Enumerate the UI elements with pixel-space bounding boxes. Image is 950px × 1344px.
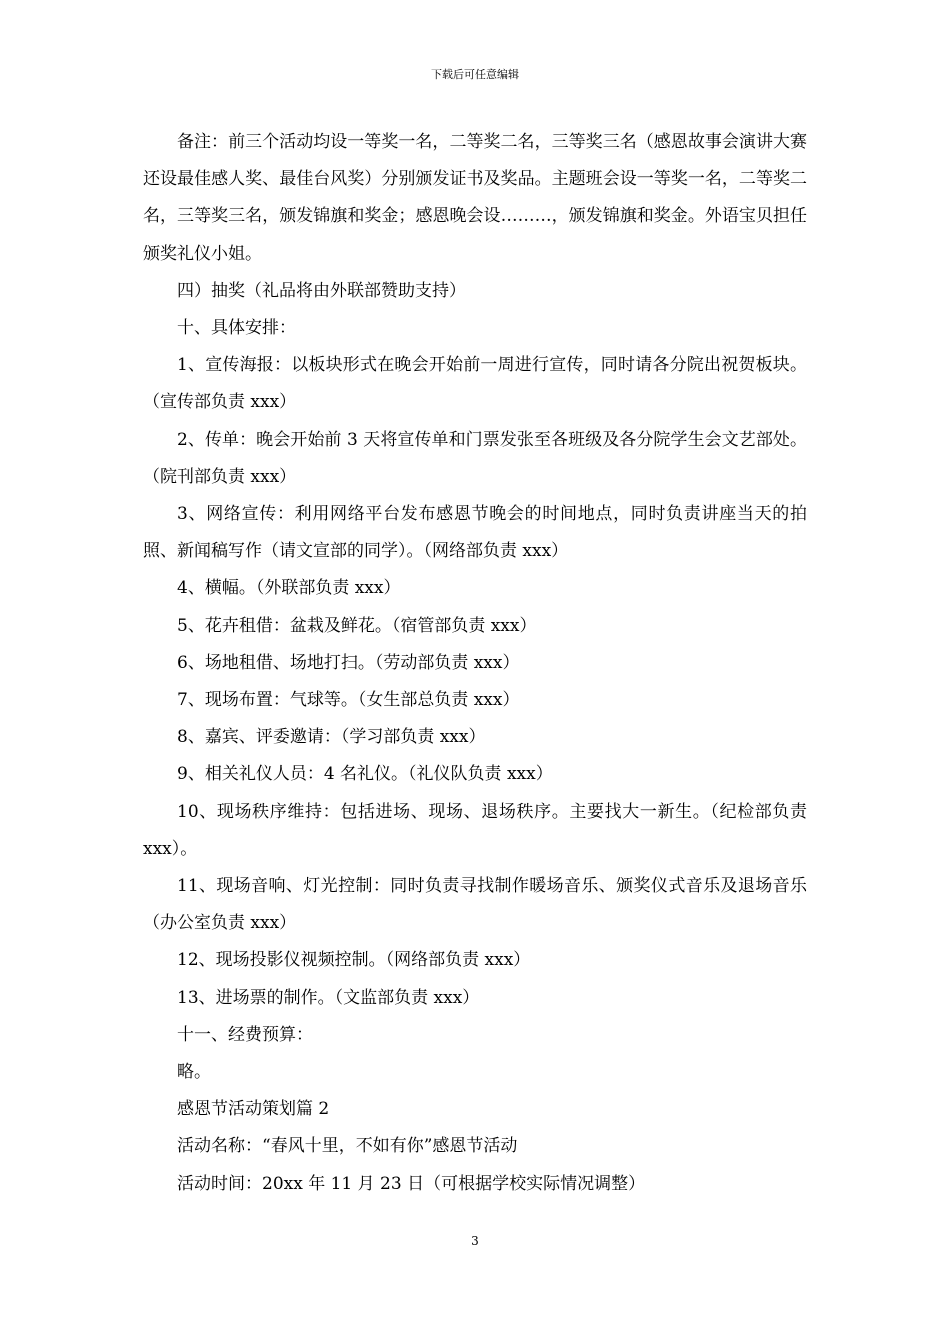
paragraph-activity-name: 活动名称：“春风十里，不如有你”感恩节活动 <box>177 1136 518 1157</box>
section-title-part-2: 感恩节活动策划篇 2 <box>177 1099 330 1120</box>
paragraph-activity-time: 活动时间：20xx 年 11 月 23 日（可根据学校实际情况调整） <box>177 1173 646 1194</box>
paragraph-budget-omitted: 略。 <box>177 1062 211 1083</box>
list-item: 1、宣传海报：以板块形式在晚会开始前一周进行宣传，同时请各分院出祝贺板块。（宣传部负责 xxx） <box>143 355 807 413</box>
list-item: 9、相关礼仪人员：4 名礼仪。（礼仪队负责 xxx） <box>177 764 553 785</box>
document-body <box>143 124 807 1203</box>
page-header: 下载后可任意编辑 <box>431 68 519 81</box>
list-item: 13、进场票的制作。（文监部负责 xxx） <box>177 987 480 1008</box>
paragraph-lottery: 四）抽奖（礼品将由外联部赞助支持） <box>177 280 466 301</box>
list-item: 8、嘉宾、评委邀请：（学习部负责 xxx） <box>177 727 486 748</box>
section-heading-arrangement: 十、具体安排： <box>177 318 296 339</box>
list-item: 7、现场布置：气球等。（女生部总负责 xxx） <box>177 690 520 711</box>
section-heading-budget: 十一、经费预算： <box>177 1024 313 1045</box>
list-item: 4、横幅。（外联部负责 xxx） <box>177 578 401 599</box>
list-item: 12、现场投影仪视频控制。（网络部负责 xxx） <box>177 950 531 971</box>
paragraph-remarks: 备注：前三个活动均设一等奖一名，二等奖二名，三等奖三名（感恩故事会演讲大赛还设最佳感人奖、最佳台风奖）分别颁发证书及奖品。主题班会设一等奖一名，二等奖二名，三等奖三名，颁发锦旗和奖金；感恩晚会设………，颁发锦旗和奖金。外语宝贝担任颁奖礼仪小姐。 <box>143 132 807 264</box>
list-item: 10、现场秩序维持：包括进场、现场、退场秩序。主要找大一新生。（纪检部负责 xxx）。 <box>143 801 807 859</box>
list-item: 3、网络宣传：利用网络平台发布感恩节晚会的时间地点，同时负责讲座当天的拍照、新闻稿写作（请文宣部的同学）。（网络部负责 xxx） <box>143 504 807 562</box>
page-number: 3 <box>471 1234 479 1248</box>
list-item: 5、花卉租借：盆栽及鲜花。（宿管部负责 xxx） <box>177 615 537 636</box>
list-item: 6、场地租借、场地打扫。（劳动部负责 xxx） <box>177 652 520 673</box>
list-item: 11、现场音响、灯光控制：同时负责寻找制作暖场音乐、颁奖仪式音乐及退场音乐（办公室负责 xxx） <box>143 876 807 934</box>
list-item: 2、传单：晚会开始前 3 天将宣传单和门票发张至各班级及各分院学生会文艺部处。（院刊部负责 xxx） <box>143 429 807 487</box>
